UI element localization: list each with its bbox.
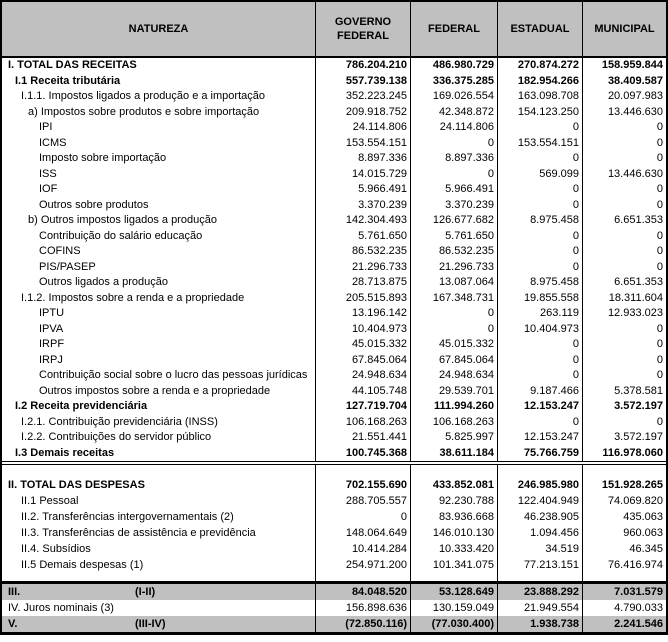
row-label: Contribuição social sobre o lucro das pessoas jurídicas bbox=[39, 369, 308, 381]
table-row bbox=[2, 58, 666, 74]
value-cell: 0 bbox=[582, 337, 666, 353]
natureza-cell bbox=[2, 430, 315, 446]
value-cell: 101.341.075 bbox=[410, 557, 497, 573]
table-row bbox=[2, 260, 666, 276]
value-cell: 3.572.197 bbox=[582, 399, 666, 415]
value-cell: 28.713.875 bbox=[315, 275, 410, 291]
value-cell bbox=[582, 573, 666, 581]
value-cell: 38.409.587 bbox=[582, 74, 666, 90]
row-label: II.5 Demais despesas (1) bbox=[21, 559, 144, 571]
row-label: I. TOTAL DAS RECEITAS bbox=[8, 59, 137, 71]
row-label: I.2 Receita previdenciária bbox=[15, 400, 148, 412]
table-row bbox=[2, 306, 666, 322]
value-cell: 21.296.733 bbox=[410, 260, 497, 276]
value-cell: 7.031.579 bbox=[582, 584, 666, 600]
table-row bbox=[2, 509, 666, 525]
table-row bbox=[2, 399, 666, 415]
value-cell: 0 bbox=[410, 167, 497, 183]
row-label: Contribuição do salário educação bbox=[39, 229, 203, 242]
row-label: Outros ligados a produção bbox=[39, 276, 169, 288]
value-cell bbox=[410, 465, 497, 477]
value-cell: (72.850.116) bbox=[315, 616, 410, 632]
value-cell: 106.168.263 bbox=[315, 415, 410, 431]
value-cell: 9.187.466 bbox=[497, 384, 582, 400]
table-row bbox=[2, 213, 666, 229]
table-row bbox=[2, 477, 666, 493]
value-cell: 0 bbox=[582, 244, 666, 260]
value-cell: 569.099 bbox=[497, 167, 582, 183]
value-cell: 435.063 bbox=[582, 509, 666, 525]
value-cell: 5.966.491 bbox=[315, 182, 410, 198]
natureza-cell bbox=[2, 415, 315, 431]
value-cell: 122.404.949 bbox=[497, 493, 582, 509]
row-label: Imposto sobre importação bbox=[39, 152, 167, 164]
natureza-cell bbox=[2, 337, 315, 353]
value-cell: 38.611.184 bbox=[410, 446, 497, 462]
row-label: IOF bbox=[39, 183, 58, 195]
value-cell: 67.845.064 bbox=[410, 353, 497, 369]
natureza-cell bbox=[2, 573, 315, 581]
natureza-cell bbox=[2, 291, 315, 307]
value-cell: 21.551.441 bbox=[315, 430, 410, 446]
col-header-governo-federal: GOVERNO FEDERAL bbox=[315, 2, 410, 56]
value-cell: 77.213.151 bbox=[497, 557, 582, 573]
value-cell: 158.959.844 bbox=[582, 58, 666, 74]
row-label: II. TOTAL DAS DESPESAS bbox=[8, 479, 145, 491]
row-label: I.1.2. Impostos sobre a renda e a propriedade bbox=[21, 291, 245, 304]
value-cell: 0 bbox=[497, 260, 582, 276]
natureza-cell bbox=[2, 399, 315, 415]
value-cell: 786.204.210 bbox=[315, 58, 410, 74]
value-cell: 0 bbox=[497, 182, 582, 198]
value-cell: 209.918.752 bbox=[315, 105, 410, 121]
value-cell: 13.087.064 bbox=[410, 275, 497, 291]
value-cell: 254.971.200 bbox=[315, 557, 410, 573]
natureza-cell bbox=[2, 74, 315, 90]
value-cell: 5.761.650 bbox=[315, 229, 410, 245]
row-label: Outros sobre produtos bbox=[39, 198, 149, 211]
col-header-municipal: MUNICIPAL bbox=[582, 2, 666, 56]
value-cell: 46.345 bbox=[582, 541, 666, 557]
row-label: IRPF bbox=[39, 338, 65, 350]
summary-row bbox=[2, 600, 666, 616]
table-row bbox=[2, 275, 666, 291]
row-label: Outros impostos sobre a renda e a propriedade bbox=[39, 384, 271, 397]
value-cell: 13.446.630 bbox=[582, 167, 666, 183]
value-cell: 12.153.247 bbox=[497, 430, 582, 446]
value-cell: 0 bbox=[497, 229, 582, 245]
value-cell: 146.010.130 bbox=[410, 525, 497, 541]
value-cell: 14.015.729 bbox=[315, 167, 410, 183]
table-row bbox=[2, 337, 666, 353]
value-cell: 0 bbox=[582, 136, 666, 152]
value-cell: 13.446.630 bbox=[582, 105, 666, 121]
natureza-cell bbox=[2, 525, 315, 541]
row-label: I.3 Demais receitas bbox=[15, 446, 115, 459]
value-cell: 336.375.285 bbox=[410, 74, 497, 90]
value-cell: 6.651.353 bbox=[582, 275, 666, 291]
value-cell: 0 bbox=[582, 415, 666, 431]
natureza-cell bbox=[2, 477, 315, 493]
value-cell: 0 bbox=[497, 353, 582, 369]
natureza-cell bbox=[2, 198, 315, 214]
value-cell: 10.333.420 bbox=[410, 541, 497, 557]
table-row bbox=[2, 120, 666, 136]
value-cell: 0 bbox=[315, 509, 410, 525]
summary-row bbox=[2, 584, 666, 600]
value-cell: 960.063 bbox=[582, 525, 666, 541]
value-cell: 0 bbox=[497, 198, 582, 214]
value-cell: 163.098.708 bbox=[497, 89, 582, 105]
value-cell: 24.114.806 bbox=[410, 120, 497, 136]
value-cell: 0 bbox=[410, 136, 497, 152]
row-label: ISS bbox=[39, 167, 57, 180]
value-cell: 45.015.332 bbox=[315, 337, 410, 353]
natureza-cell bbox=[2, 446, 315, 462]
table-header bbox=[2, 2, 666, 58]
natureza-cell bbox=[2, 541, 315, 557]
col-header-natureza: NATUREZA bbox=[128, 23, 189, 35]
value-cell bbox=[410, 573, 497, 581]
value-cell: 4.790.033 bbox=[582, 600, 666, 616]
table-row bbox=[2, 384, 666, 400]
value-cell: 1.094.456 bbox=[497, 525, 582, 541]
value-cell: 21.949.554 bbox=[497, 600, 582, 616]
row-label: I.1 Receita tributária bbox=[15, 74, 121, 87]
value-cell: 352.223.245 bbox=[315, 89, 410, 105]
value-cell: 0 bbox=[582, 368, 666, 384]
value-cell: 126.677.682 bbox=[410, 213, 497, 229]
value-cell: 100.745.368 bbox=[315, 446, 410, 462]
natureza-cell bbox=[2, 136, 315, 152]
table-row bbox=[2, 244, 666, 260]
value-cell: 12.933.023 bbox=[582, 306, 666, 322]
row-label: II.2. Transferências intergovernamentais (2) bbox=[21, 511, 234, 523]
value-cell: 433.852.081 bbox=[410, 477, 497, 493]
value-cell: 12.153.247 bbox=[497, 399, 582, 415]
natureza-cell bbox=[2, 557, 315, 573]
value-cell: 116.978.060 bbox=[582, 446, 666, 462]
natureza-cell bbox=[2, 509, 315, 525]
spacer-row bbox=[2, 573, 666, 581]
natureza-cell bbox=[2, 384, 315, 400]
value-cell: 5.966.491 bbox=[410, 182, 497, 198]
value-cell: 24.948.634 bbox=[410, 368, 497, 384]
table-row bbox=[2, 182, 666, 198]
value-cell: 288.705.557 bbox=[315, 493, 410, 509]
value-cell: 0 bbox=[582, 198, 666, 214]
value-cell: 0 bbox=[497, 368, 582, 384]
row-label: V. bbox=[8, 618, 18, 630]
value-cell: 111.994.260 bbox=[410, 399, 497, 415]
natureza-cell bbox=[2, 167, 315, 183]
row-label: a) Impostos sobre produtos e sobre importação bbox=[28, 105, 260, 118]
natureza-cell bbox=[2, 306, 315, 322]
value-cell: 0 bbox=[582, 120, 666, 136]
value-cell: 10.414.284 bbox=[315, 541, 410, 557]
value-cell: 0 bbox=[582, 353, 666, 369]
row-label: COFINS bbox=[39, 245, 81, 257]
value-cell: 106.168.263 bbox=[410, 415, 497, 431]
value-cell: 53.128.649 bbox=[410, 584, 497, 600]
value-cell: 29.539.701 bbox=[410, 384, 497, 400]
natureza-cell bbox=[2, 229, 315, 245]
row-label: II.1 Pessoal bbox=[21, 495, 79, 507]
value-cell: 0 bbox=[410, 306, 497, 322]
value-cell: 42.348.872 bbox=[410, 105, 497, 121]
value-cell: 10.404.973 bbox=[497, 322, 582, 338]
value-cell: 86.532.235 bbox=[410, 244, 497, 260]
table-row bbox=[2, 167, 666, 183]
table-row bbox=[2, 525, 666, 541]
value-cell: 86.532.235 bbox=[315, 244, 410, 260]
natureza-cell bbox=[2, 275, 315, 291]
value-cell: 24.948.634 bbox=[315, 368, 410, 384]
value-cell: 0 bbox=[582, 229, 666, 245]
value-cell: 0 bbox=[497, 337, 582, 353]
col-header-federal: FEDERAL bbox=[410, 2, 497, 56]
natureza-cell bbox=[2, 89, 315, 105]
natureza-cell bbox=[2, 353, 315, 369]
table-row bbox=[2, 322, 666, 338]
value-cell: 18.311.604 bbox=[582, 291, 666, 307]
value-cell: 205.515.893 bbox=[315, 291, 410, 307]
natureza-cell bbox=[2, 465, 315, 477]
table-row bbox=[2, 105, 666, 121]
row-formula-label: (I-II) bbox=[135, 586, 156, 598]
value-cell: 151.928.265 bbox=[582, 477, 666, 493]
row-label: III. bbox=[8, 586, 21, 598]
value-cell: 3.370.239 bbox=[315, 198, 410, 214]
table-row bbox=[2, 151, 666, 167]
value-cell: 127.719.704 bbox=[315, 399, 410, 415]
value-cell: 3.370.239 bbox=[410, 198, 497, 214]
table-row bbox=[2, 291, 666, 307]
table-row bbox=[2, 415, 666, 431]
natureza-cell bbox=[2, 182, 315, 198]
value-cell: 5.378.581 bbox=[582, 384, 666, 400]
table-row bbox=[2, 136, 666, 152]
value-cell bbox=[497, 573, 582, 581]
row-label: II.4. Subsídios bbox=[21, 543, 91, 555]
row-label: IPTU bbox=[39, 307, 65, 319]
value-cell: 0 bbox=[582, 182, 666, 198]
value-cell: 0 bbox=[497, 415, 582, 431]
value-cell: 8.897.336 bbox=[315, 151, 410, 167]
natureza-cell bbox=[2, 260, 315, 276]
value-cell: 10.404.973 bbox=[315, 322, 410, 338]
value-cell: 263.119 bbox=[497, 306, 582, 322]
natureza-cell bbox=[2, 368, 315, 384]
value-cell: (77.030.400) bbox=[410, 616, 497, 632]
value-cell: 0 bbox=[582, 260, 666, 276]
value-cell: 148.064.649 bbox=[315, 525, 410, 541]
value-cell: 486.980.729 bbox=[410, 58, 497, 74]
value-cell: 167.348.731 bbox=[410, 291, 497, 307]
value-cell: 5.825.997 bbox=[410, 430, 497, 446]
table-row bbox=[2, 557, 666, 573]
value-cell bbox=[315, 573, 410, 581]
value-cell: 21.296.733 bbox=[315, 260, 410, 276]
table-row bbox=[2, 353, 666, 369]
table-row bbox=[2, 74, 666, 90]
value-cell: 153.554.151 bbox=[315, 136, 410, 152]
table-row bbox=[2, 446, 666, 462]
value-cell bbox=[315, 465, 410, 477]
table-row bbox=[2, 229, 666, 245]
value-cell: 154.123.250 bbox=[497, 105, 582, 121]
natureza-cell bbox=[2, 322, 315, 338]
value-cell: 0 bbox=[497, 120, 582, 136]
table-row bbox=[2, 198, 666, 214]
row-label: II.3. Transferências de assistência e previdência bbox=[21, 527, 256, 539]
value-cell: 702.155.690 bbox=[315, 477, 410, 493]
value-cell: 156.898.636 bbox=[315, 600, 410, 616]
value-cell: 8.975.458 bbox=[497, 213, 582, 229]
table-row bbox=[2, 430, 666, 446]
value-cell: 0 bbox=[582, 151, 666, 167]
value-cell: 13.196.142 bbox=[315, 306, 410, 322]
natureza-cell bbox=[2, 493, 315, 509]
value-cell: 5.761.650 bbox=[410, 229, 497, 245]
value-cell bbox=[582, 465, 666, 477]
table-body bbox=[2, 58, 666, 632]
value-cell: 44.105.748 bbox=[315, 384, 410, 400]
value-cell: 8.897.336 bbox=[410, 151, 497, 167]
value-cell: 1.938.738 bbox=[497, 616, 582, 632]
natureza-cell bbox=[2, 244, 315, 260]
table-row bbox=[2, 541, 666, 557]
value-cell: 34.519 bbox=[497, 541, 582, 557]
value-cell: 182.954.266 bbox=[497, 74, 582, 90]
value-cell: 3.572.197 bbox=[582, 430, 666, 446]
row-label: IPVA bbox=[39, 322, 64, 335]
natureza-cell bbox=[2, 120, 315, 136]
row-label: ICMS bbox=[39, 136, 67, 149]
summary-row bbox=[2, 616, 666, 632]
value-cell: 74.069.820 bbox=[582, 493, 666, 509]
value-cell: 83.936.668 bbox=[410, 509, 497, 525]
value-cell: 76.416.974 bbox=[582, 557, 666, 573]
row-label: I.1.1. Impostos ligados a produção e a importação bbox=[21, 90, 265, 102]
value-cell: 24.114.806 bbox=[315, 120, 410, 136]
value-cell bbox=[497, 465, 582, 477]
natureza-cell bbox=[2, 58, 315, 74]
value-cell: 557.739.138 bbox=[315, 74, 410, 90]
value-cell: 130.159.049 bbox=[410, 600, 497, 616]
value-cell: 2.241.546 bbox=[582, 616, 666, 632]
value-cell: 270.874.272 bbox=[497, 58, 582, 74]
table-row bbox=[2, 368, 666, 384]
value-cell: 8.975.458 bbox=[497, 275, 582, 291]
row-label: IV. Juros nominais (3) bbox=[8, 602, 114, 614]
value-cell: 92.230.788 bbox=[410, 493, 497, 509]
value-cell: 246.985.980 bbox=[497, 477, 582, 493]
row-label: b) Outros impostos ligados a produção bbox=[28, 214, 217, 226]
natureza-cell bbox=[2, 213, 315, 229]
value-cell: 23.888.292 bbox=[497, 584, 582, 600]
value-cell: 84.048.520 bbox=[315, 584, 410, 600]
value-cell: 67.845.064 bbox=[315, 353, 410, 369]
spacer-row bbox=[2, 465, 666, 477]
natureza-cell bbox=[2, 584, 315, 600]
row-label: IPI bbox=[39, 121, 53, 133]
row-label: IRPJ bbox=[39, 353, 63, 366]
value-cell: 0 bbox=[497, 151, 582, 167]
value-cell: 0 bbox=[582, 322, 666, 338]
value-cell: 0 bbox=[497, 244, 582, 260]
natureza-cell bbox=[2, 105, 315, 121]
value-cell: 75.766.759 bbox=[497, 446, 582, 462]
value-cell: 45.015.332 bbox=[410, 337, 497, 353]
table-row bbox=[2, 89, 666, 105]
value-cell: 0 bbox=[410, 322, 497, 338]
value-cell: 142.304.493 bbox=[315, 213, 410, 229]
value-cell: 6.651.353 bbox=[582, 213, 666, 229]
value-cell: 19.855.558 bbox=[497, 291, 582, 307]
row-label: PIS/PASEP bbox=[39, 260, 96, 273]
row-label: I.2.1. Contribuição previdenciária (INSS) bbox=[21, 415, 218, 428]
natureza-cell bbox=[2, 151, 315, 167]
value-cell: 169.026.554 bbox=[410, 89, 497, 105]
value-cell: 20.097.983 bbox=[582, 89, 666, 105]
table-row bbox=[2, 493, 666, 509]
natureza-cell bbox=[2, 616, 315, 632]
natureza-cell bbox=[2, 600, 315, 616]
value-cell: 153.554.151 bbox=[497, 136, 582, 152]
col-header-estadual: ESTADUAL bbox=[497, 2, 582, 56]
row-label: I.2.2. Contribuições do servidor público bbox=[21, 431, 212, 443]
value-cell: 46.238.905 bbox=[497, 509, 582, 525]
row-formula-label: (III-IV) bbox=[135, 618, 166, 630]
